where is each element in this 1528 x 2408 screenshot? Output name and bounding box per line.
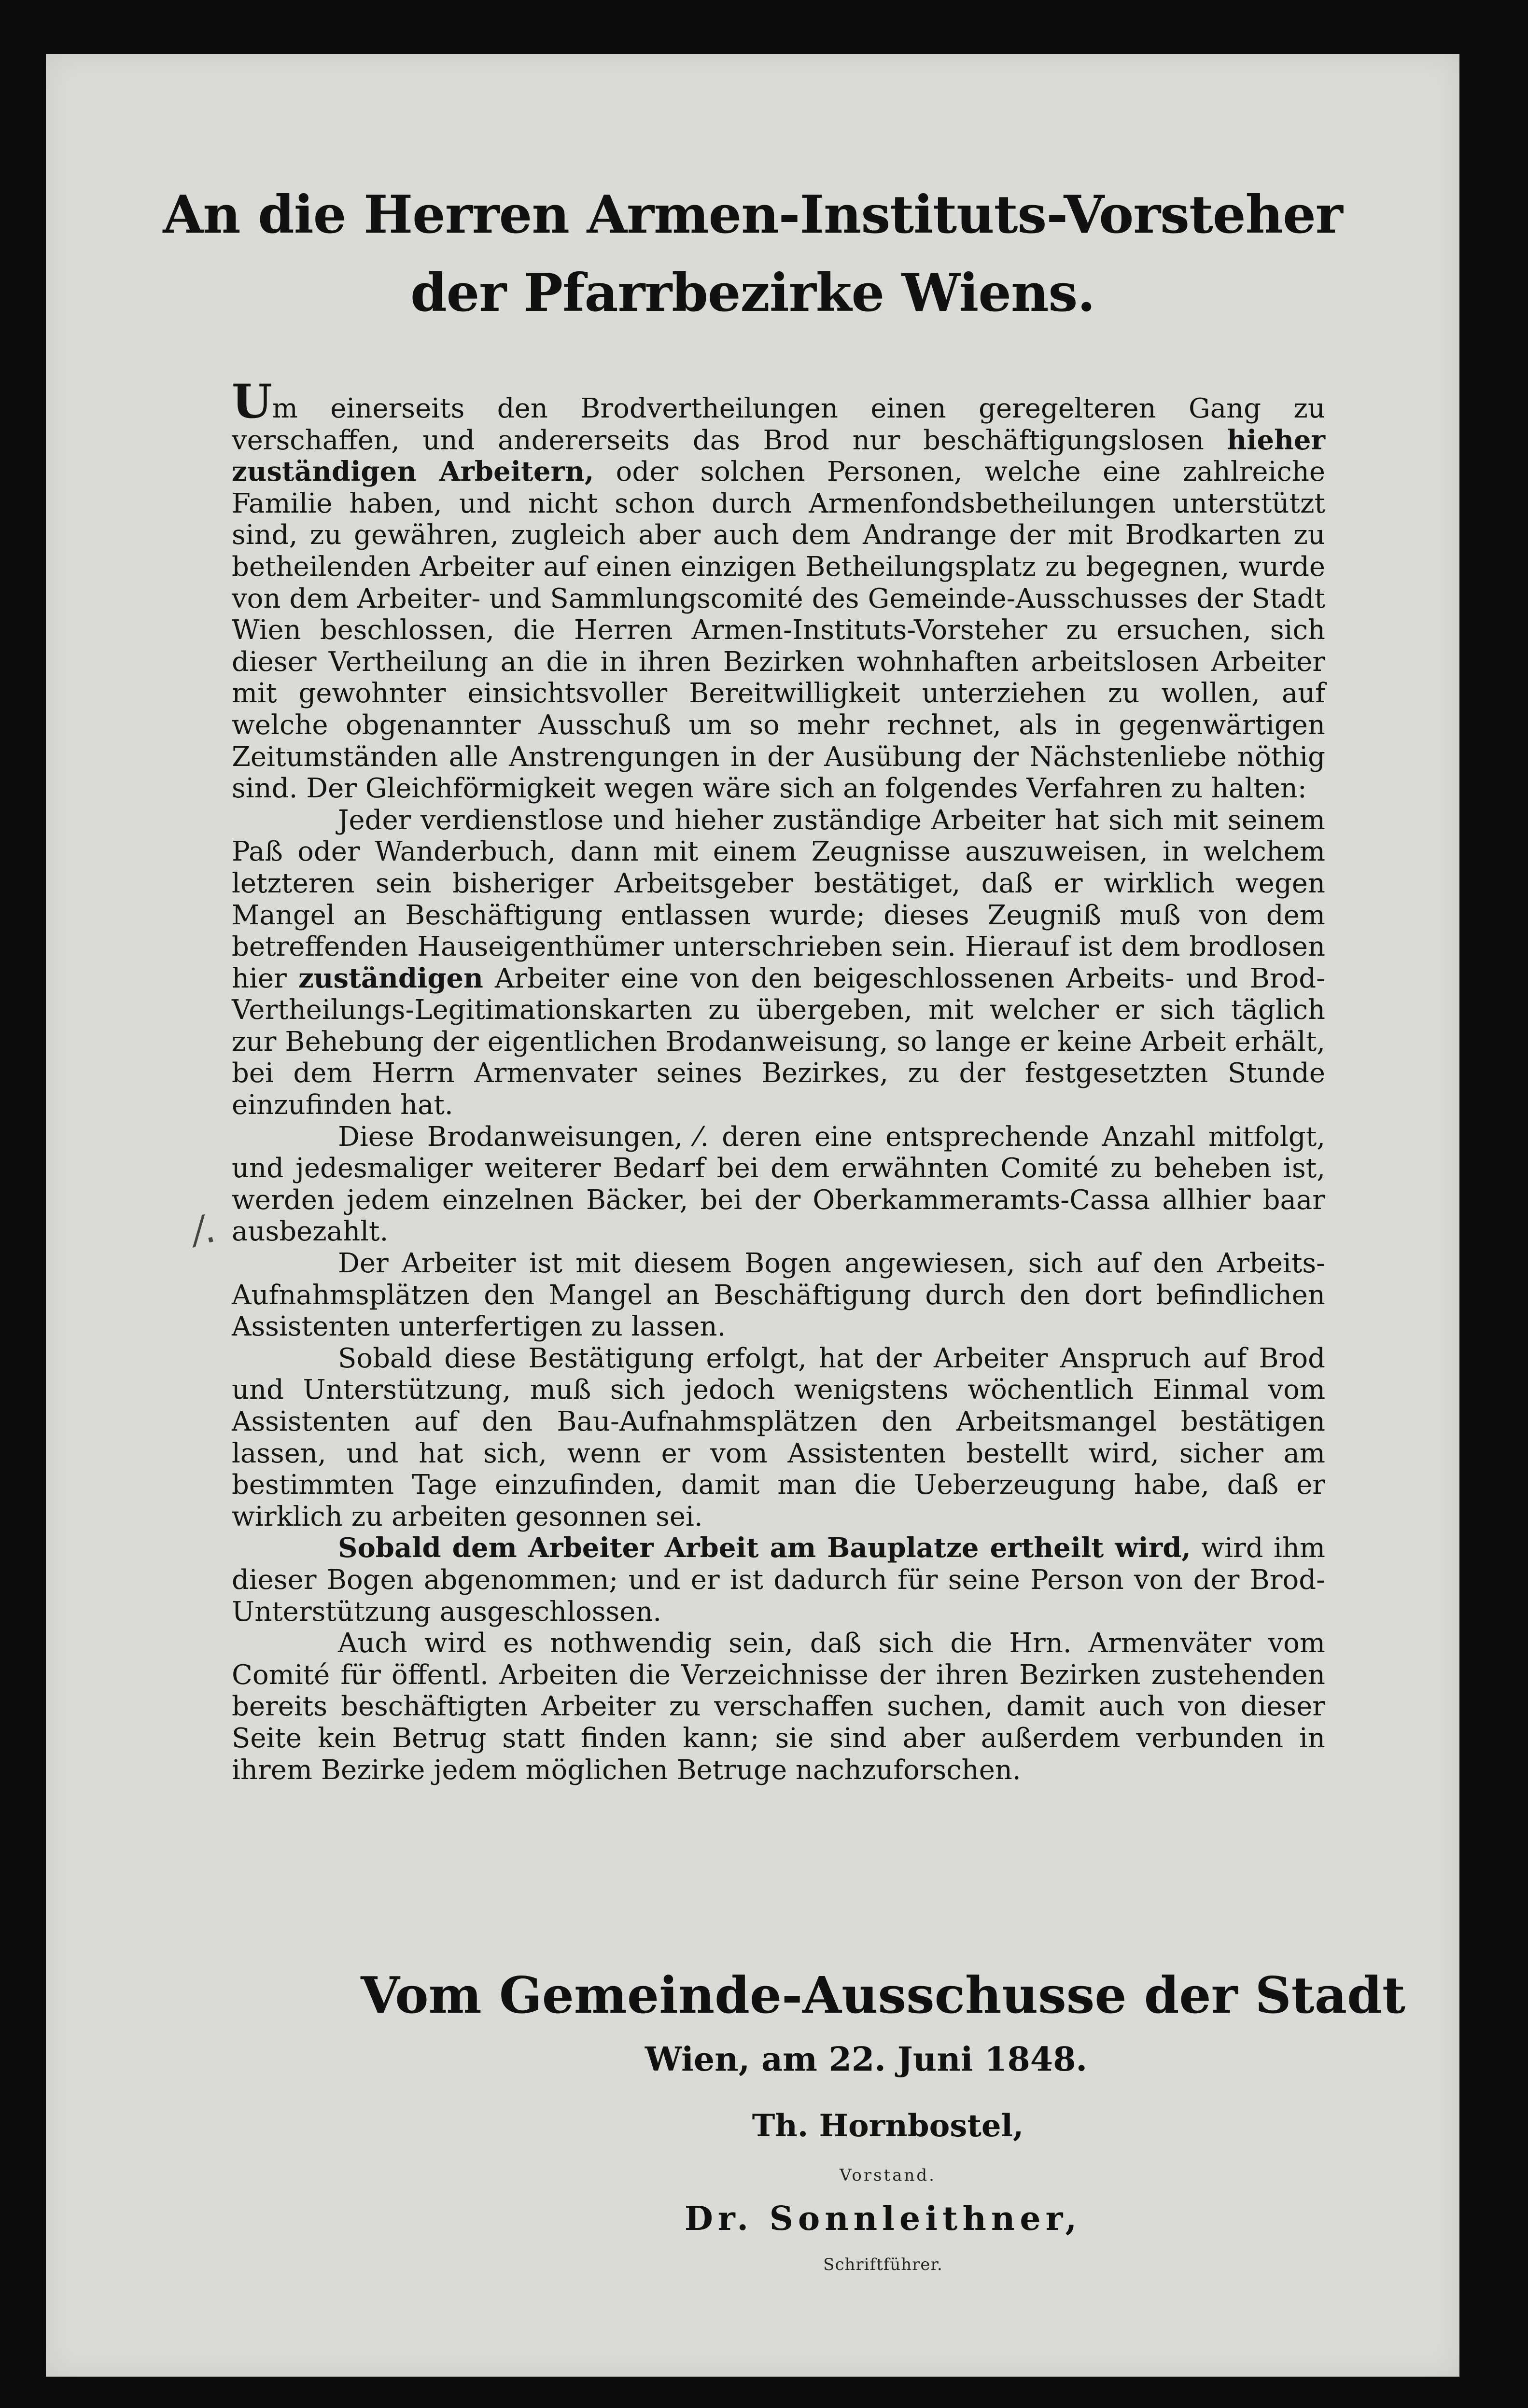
paragraph-4: Der Arbeiter ist mit diesem Bogen angewiesen, sich auf den Arbeits-Aufnahmsplätzen den Mangel an Beschäftigung durch den dort befindlichen Assistenten unterfertigen zu lassen.	[232, 1248, 1325, 1343]
paragraph-6-text: wird ihm dieser Bogen abgenommen; und er ist dadurch für seine Person von der Brod-Unterstützung ausgeschlossen.	[232, 1532, 1326, 1628]
paragraph-1-text-a: m einerseits den Brodvertheilungen einen geregelteren Gang zu verschaffen, und andererseits das Brod nur beschäftigungslosen	[232, 393, 1325, 456]
document-body	[232, 374, 1326, 1786]
paragraph-6	[232, 1532, 1325, 1628]
paragraph-1-bold: hieher zuständigen Arbeitern,	[232, 424, 1325, 488]
paragraph-2	[232, 805, 1325, 1121]
issuing-authority: Vom Gemeinde-Ausschusse der Stadt	[361, 1965, 1405, 2025]
signatory-1-name: Th. Hornbostel,	[752, 2108, 1024, 2144]
paragraph-7: Auch wird es nothwendig sein, daß sich die Hrn. Armenväter vom Comité für öffentl. Arbeiten die Verzeichnisse der ihren Bezirken zustehenden bereits beschäftigten Arbeiter zu verschaffen suchen, damit auch von dieser Seite kein Betrug statt finden kann; sie sind aber außerdem verbunden in ihrem Bezirke jedem möglichen Betruge nachzuforschen.	[232, 1628, 1325, 1786]
page-title-line1: An die Herren Armen-Instituts-Vorsteher	[163, 184, 1343, 245]
paragraph-2-bold: zuständigen	[298, 962, 483, 994]
signatory-1-role: Vorstand.	[839, 2166, 936, 2185]
document-sheet	[46, 54, 1459, 2377]
signatory-2-name: Dr. Sonnleithner,	[684, 2199, 1082, 2238]
paragraph-5: Sobald diese Bestätigung erfolgt, hat der Arbeiter Anspruch auf Brod und Unterstützung, muß sich jedoch wenigstens wöchentlich Einmal vom Assistenten auf den Bau-Aufnahmsplätzen den Arbeitsmangel bestätigen lassen, und hat sich, wenn er vom Assistenten bestellt wird, sicher am bestimmten Tage einzufinden, damit man die Ueberzeugung habe, daß er wirklich zu arbeiten gesonnen sei.	[232, 1342, 1325, 1532]
marginal-note: ⁄.	[190, 1206, 220, 1254]
page-title-line2: der Pfarrbezirke Wiens.	[410, 263, 1095, 323]
paragraph-1	[232, 374, 1325, 805]
issue-date: Wien, am 22. Juni 1848.	[645, 2040, 1088, 2079]
drop-cap: U	[232, 374, 272, 429]
paragraph-6-bold: Sobald dem Arbeiter Arbeit am Bauplatze ertheilt wird,	[338, 1532, 1191, 1564]
paragraph-2-text-b: Arbeiter eine von den beigeschlossenen Arbeits- und Brod-Vertheilungs-Legitimationskarten zu übergeben, mit welcher er sich täglich zur Behebung der eigentlichen Brodanweisung, so lange er keine Arbeit erhält, bei dem Herrn Armenvater seines Bezirkes, zu der festgesetzten Stunde einzufinden hat.	[232, 962, 1326, 1121]
paragraph-3: Diese Brodanweisungen, ⁄. deren eine entsprechende Anzahl mitfolgt, und jedesmaliger weiterer Bedarf bei dem erwähnten Comité zu beheben ist, werden jedem einzelnen Bäcker, bei der Oberkammeramts-Cassa allhier baar ausbezahlt.	[232, 1121, 1325, 1248]
signatory-2-role: Schriftführer.	[823, 2255, 943, 2274]
paragraph-2-text-a: Jeder verdienstlose und hieher zuständige Arbeiter hat sich mit seinem Paß oder Wanderbuch, dann mit einem Zeugnisse auszuweisen, in welchem letzteren sein bisheriger Arbeitsgeber bestätiget, daß er wirklich wegen Mangel an Beschäftigung entlassen wurde; dieses Zeugniß muß von dem betreffenden Hauseigenthümer unterschrieben sein. Hierauf ist dem brodlosen hier	[232, 804, 1325, 994]
paragraph-1-text-b: oder solchen Personen, welche eine zahlreiche Familie haben, und nicht schon durch Armenfondsbetheilungen unterstützt sind, zu gewähren, zugleich aber auch dem Andrange der mit Brodkarten zu betheilenden Arbeiter auf einen einzigen Betheilungsplatz zu begegnen, wurde von dem Arbeiter- und Sammlungscomité des Gemeinde-Ausschusses der Stadt Wien beschlossen, die Herren Armen-Instituts-Vorsteher zu ersuchen, sich dieser Vertheilung an die in ihren Bezirken wohnhaften arbeitslosen Arbeiter mit gewohnter einsichtsvoller Bereitwilligkeit unterziehen zu wollen, auf welche obgenannter Ausschuß um so mehr rechnet, als in gegenwärtigen Zeitumständen alle Anstrengungen in der Ausübung der Nächstenliebe nöthig sind. Der Gleichförmigkeit wegen wäre sich an folgendes Verfahren zu halten:	[232, 456, 1325, 805]
